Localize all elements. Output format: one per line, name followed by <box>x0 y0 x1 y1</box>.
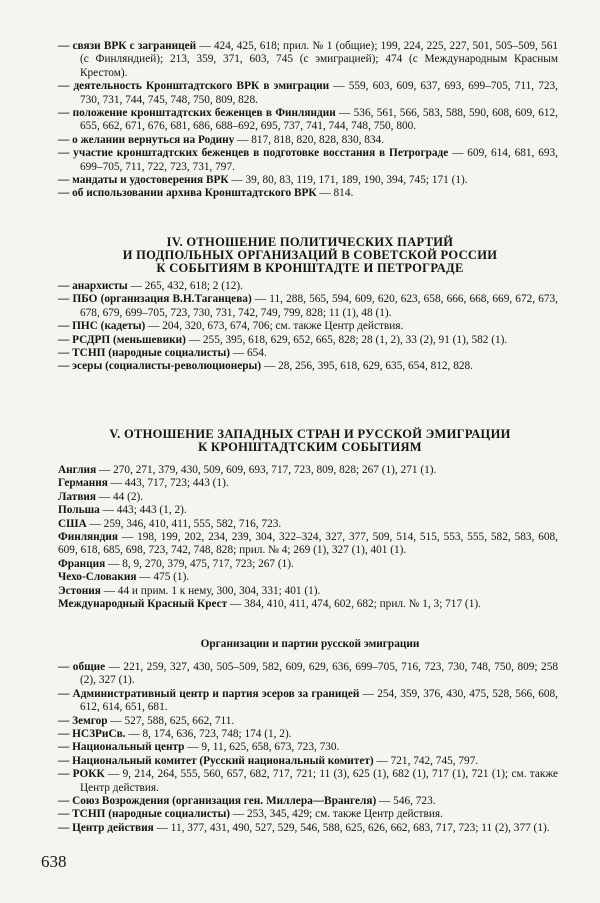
index-entry: — Земгор — 527, 588, 625, 662, 711. <box>58 714 235 727</box>
index-entry: США — 259, 346, 410, 411, 555, 582, 716, 723. <box>58 517 282 530</box>
index-entry: — эсеры (социалисты-революционеры) — 28, 256, 395, 618, 629, 635, 654, 812, 828. <box>58 360 473 373</box>
index-entry: — ТСНП (народные социалисты) — 654. <box>58 347 267 360</box>
heading-line: К КРОНШТАДТСКИМ СОБЫТИЯМ <box>198 439 422 454</box>
page-number: 638 <box>41 852 67 871</box>
heading-line: К СОБЫТИЯМ В КРОНШТАДТЕ И ПЕТРОГРАДЕ <box>156 260 464 275</box>
index-entry: Чехо-Словакия — 475 (1). <box>58 571 190 584</box>
index-entry: Германия — 443, 717, 723; 443 (1). <box>58 477 229 490</box>
index-entry: — РСДРП (меньшевики) — 255, 395, 618, 629, 652, 665, 828; 28 (1, 2), 33 (2), 91 (1), 582 (1). <box>58 333 508 346</box>
index-entry: — ПБО (организация В.Н.Таганцева) — 11, 288, 565, 594, 609, 620, 623, 658, 666, 668, 669, 672, 673, 678, 679, 699–705, 723, 730, 731, 742, 749, 799, 828; 11 (1), 48 (1). <box>58 293 558 319</box>
index-entry: — Национальный центр — 9, 11, 625, 658, 673, 723, 730. <box>58 741 340 754</box>
index-entry: Эстония — 44 и прим. 1 к нему, 300, 304, 331; 401 (1). <box>58 584 321 597</box>
index-entry: — Союз Возрождения (организация ген. Миллера—Врангеля) — 546, 723. <box>58 795 436 808</box>
heading-line: V. ОТНОШЕНИЕ ЗАПАДНЫХ СТРАН И РУССКОЙ ЭМИГРАЦИИ <box>109 427 511 441</box>
index-entry: — об использовании архива Кронштадтского ВРК — 814. <box>58 187 354 200</box>
parties-entries <box>58 280 558 374</box>
index-entry: Англия — 270, 271, 379, 430, 509, 609, 693, 717, 723, 809, 828; 267 (1), 271 (1). <box>58 464 437 476</box>
index-entry: — мандаты и удостоверения ВРК — 39, 80, 83, 119, 171, 189, 190, 394, 745; 171 (1). <box>58 174 468 187</box>
index-entry: — деятельность Кронштадтского ВРК в эмиграции — 559, 603, 609, 637, 693, 699–705, 711, 723, 730, 731, 744, 745, 748, 750, 809, 828. <box>58 80 559 106</box>
index-entry: Польша — 443; 443 (1, 2). <box>58 504 187 517</box>
index-entry: — о желании вернуться на Родину — 817, 818, 820, 828, 830, 834. <box>58 133 385 146</box>
emigration-entries <box>58 661 558 835</box>
index-entry: — участие кронштадтских беженцев в подготовке восстания в Петрограде — 609, 614, 681, 693, 699–705, 711, 722, 723, 731, 797. <box>58 147 558 173</box>
subsection-heading: Организации и партии русской эмиграции <box>200 638 420 650</box>
countries-entries <box>58 464 558 611</box>
vrk-entries <box>58 40 558 201</box>
index-entry: — связи ВРК с заграницей — 424, 425, 618; прил. № 1 (общие); 199, 224, 225, 227, 501, 505–509, 561 (с Финляндией); 213, 359, 371, 603, 745 (с эмиграцией); 474 (с Международным Красным Крестом). <box>58 40 558 79</box>
index-entry: Латвия — 44 (2). <box>58 490 144 503</box>
index-entry: — Административный центр и партия эсеров за границей — 254, 359, 376, 430, 475, 528, 566, 608, 612, 614, 651, 681. <box>58 687 558 714</box>
heading-line: IV. ОТНОШЕНИЕ ПОЛИТИЧЕСКИХ ПАРТИЙ <box>166 235 454 249</box>
index-entry: — НСЗРиСв. — 8, 174, 636, 723, 748; 174 (1, 2). <box>58 728 292 741</box>
index-entry: Финляндия — 198, 199, 202, 234, 239, 304, 322–324, 327, 377, 509, 514, 515, 553, 555, 582, 583, 608, 609, 618, 685, 698, 723, 742, 748, 828; прил. № 4; 269 (1), 327 (1), 401 (1). <box>58 531 558 557</box>
index-entry: Франция — 8, 9, 270, 379, 475, 717, 723; 267 (1). <box>58 557 294 570</box>
index-entry: — Национальный комитет (Русский национальный комитет) — 721, 742, 745, 797. <box>58 754 479 767</box>
section-heading-v <box>60 428 560 454</box>
index-entry: — РОКК — 9, 214, 264, 555, 560, 657, 682, 717, 721; 11 (3), 625 (1), 682 (1), 717 (1), 721 (1); см. также Центр действия. <box>58 768 558 794</box>
index-entry: — Центр действия — 11, 377, 431, 490, 527, 529, 546, 588, 625, 626, 662, 683, 717, 723; 11 (2), 377 (1). <box>58 821 550 834</box>
index-entry: — общие — 221, 259, 327, 430, 505–509, 582, 609, 629, 636, 699–705, 716, 723, 730, 748, 750, 809; 258 (2), 327 (1). <box>58 661 558 687</box>
section-heading-iv <box>60 236 560 274</box>
index-entry: Международный Красный Крест — 384, 410, 411, 474, 602, 682; прил. № 1, 3; 717 (1). <box>58 598 481 611</box>
index-entry: — ТСНП (народные социалисты) — 253, 345, 429; см. также Центр действия. <box>58 808 443 821</box>
index-entry: — анархисты — 265, 432, 618; 2 (12). <box>58 280 243 292</box>
index-entry: — положение кронштадтских беженцев в Финляндии — 536, 561, 566, 583, 588, 590, 608, 609, 612, 655, 662, 671, 676, 681, 686, 688–692, 695, 737, 741, 744, 748, 750, 800. <box>58 107 559 133</box>
heading-line: И ПОДПОЛЬНЫХ ОРГАНИЗАЦИЙ В СОВЕТСКОЙ РОССИИ <box>122 247 498 262</box>
index-entry: — ПНС (кадеты) — 204, 320, 673, 674, 706; см. также Центр действия. <box>58 320 404 333</box>
